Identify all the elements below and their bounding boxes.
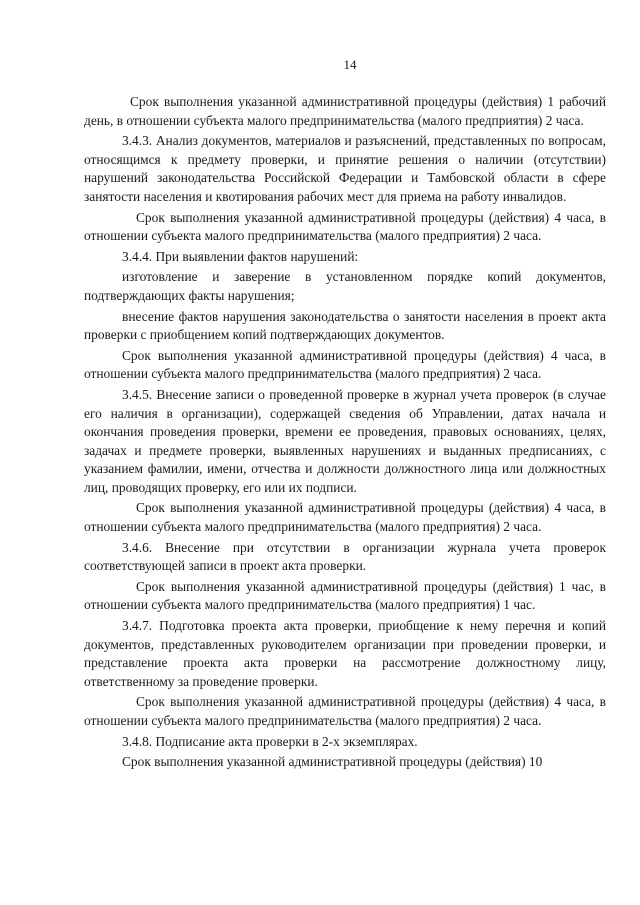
paragraph: 3.4.7. Подготовка проекта акта проверки, приобщение к нему перечня и копий документов, представленных руководителем организации при проведении проверки, и представление проекта акта проверки на рассмотрение должностному лицу, ответственному за проведение проверки. <box>84 618 606 689</box>
document-body <box>84 93 606 772</box>
paragraph: Срок выполнения указанной административной процедуры (действия) 4 часа, в отношении субъекта малого предпринимательства (малого предприятия) 2 часа. <box>84 500 606 535</box>
page-number: 14 <box>343 57 357 72</box>
paragraph: Срок выполнения указанной административной процедуры (действия) 1 рабочий день, в отношении субъекта малого предпринимательства (малого предприятия) 2 часа. <box>84 94 606 128</box>
paragraph: изготовление и заверение в установленном порядке копий документов, подтверждающих факты нарушения; <box>84 269 606 303</box>
paragraph: 3.4.5. Внесение записи о проведенной проверке в журнал учета проверок (в случае его наличия в организации), содержащей сведения об Управлении, датах начала и окончания проведения проверки, времени ее проведения, правовых основаниях, целях, задачах и предмете проверки, выявленных нарушениях и выданных предписаниях, с указанием фамилии, имени, отчества и должности должностного лица или должностных лиц, проводящих проверку, его или их подписи. <box>84 386 606 495</box>
paragraph: 3.4.4. При выявлении фактов нарушений: <box>122 248 359 264</box>
paragraph: внесение фактов нарушения законодательства о занятости населения в проект акта проверки с приобщением копий подтверждающих документов. <box>84 308 606 343</box>
paragraph: Срок выполнения указанной административной процедуры (действия) 4 часа, в отношении субъекта малого предпринимательства (малого предприятия) 2 часа. <box>84 209 606 244</box>
paragraph: Срок выполнения указанной административной процедуры (действия) 1 час, в отношении субъекта малого предпринимательства (малого предприятия) 1 час. <box>84 578 606 613</box>
paragraph: 3.4.8. Подписание акта проверки в 2-х экземплярах. <box>122 733 418 749</box>
paragraph: Срок выполнения указанной административной процедуры (действия) 4 часа, в отношении субъекта малого предпринимательства (малого предприятия) 2 часа. <box>84 347 606 382</box>
paragraph: 3.4.6. Внесение при отсутствии в организации журнала учета проверок соответствующей записи в проект акта проверки. <box>84 539 606 574</box>
paragraph: 3.4.3. Анализ документов, материалов и разъяснений, представленных по вопросам, относящимся к предмету проверки, и принятие решения о наличии (отсутствии) нарушений законодательства Российской Федерации и Тамбовской области в сфере занятости населения и квотирования рабочих мест для приема на работу инвалидов. <box>84 133 606 204</box>
paragraph: Срок выполнения указанной административной процедуры (действия) 10 <box>122 754 543 770</box>
paragraph: Срок выполнения указанной административной процедуры (действия) 4 часа, в отношении субъекта малого предпринимательства (малого предприятия) 2 часа. <box>84 694 606 728</box>
